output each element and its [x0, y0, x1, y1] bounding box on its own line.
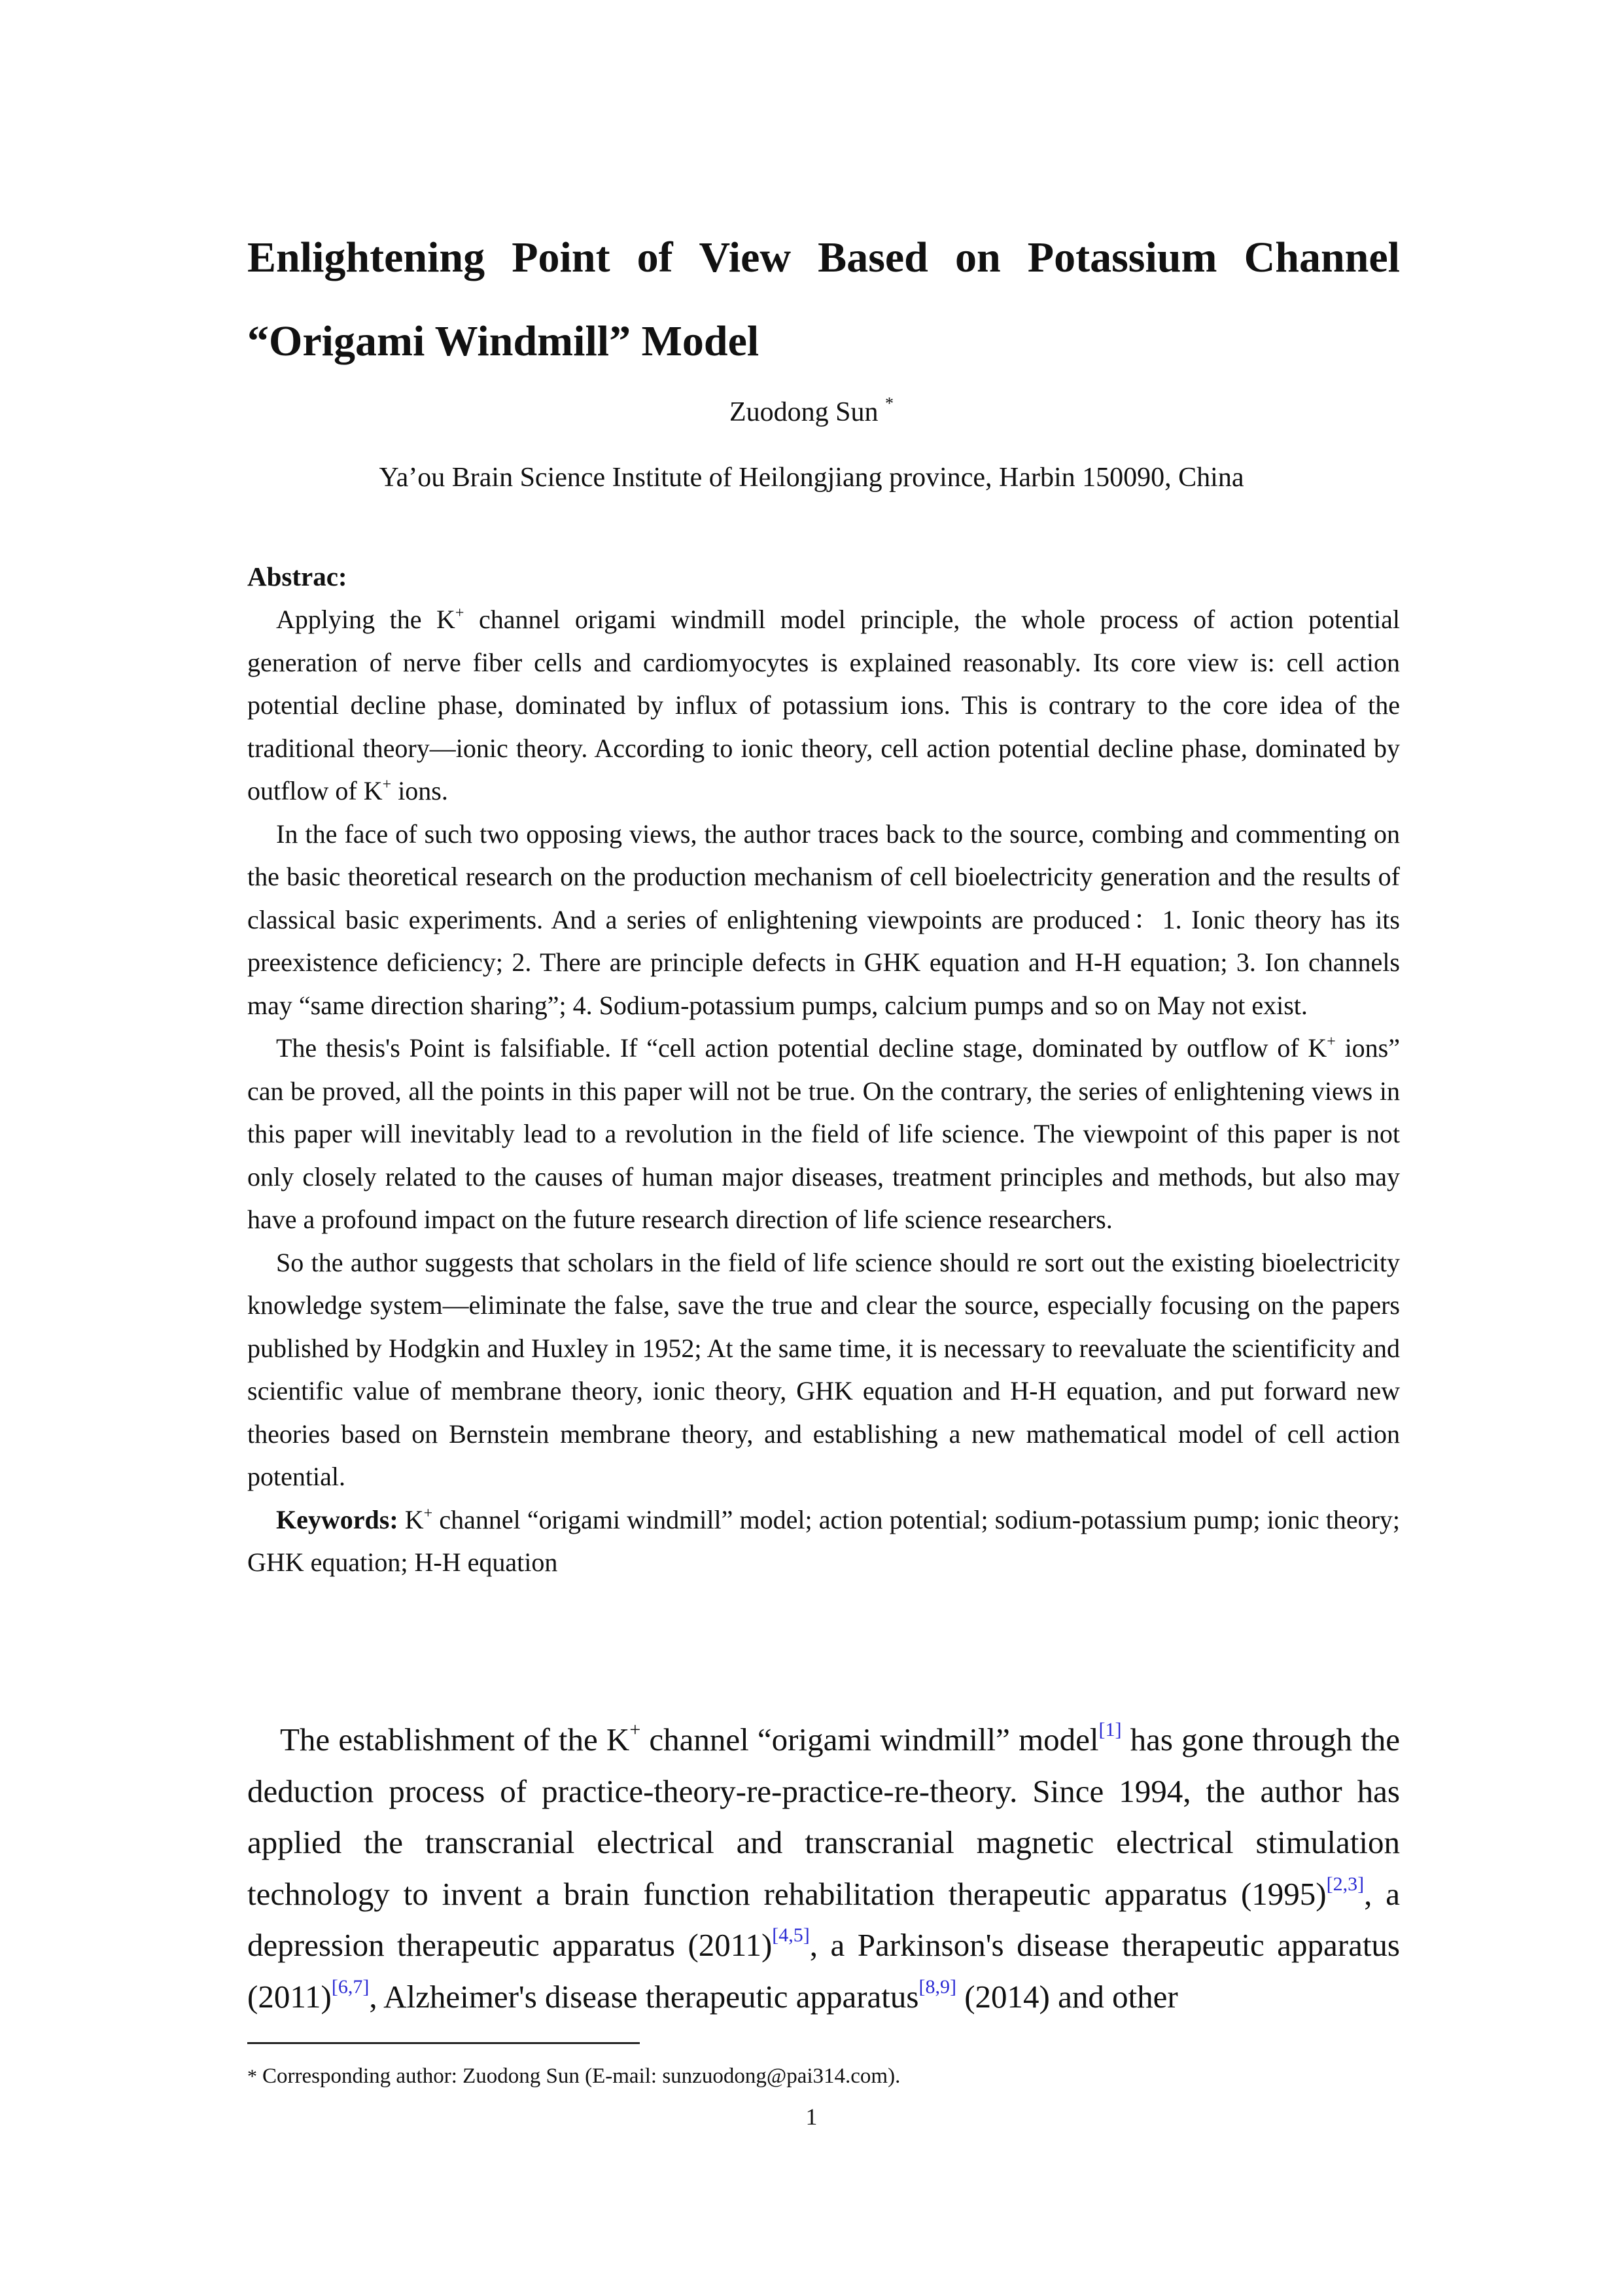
abstract-paragraph-3: [247, 1027, 1400, 1241]
title-line-1: Enlightening Point of View Based on Potassium Channel: [247, 234, 1400, 281]
body-text-1: The establishment of the K: [280, 1722, 630, 1757]
footnote-text: Corresponding author: Zuodong Sun (E-mail: sunzuodong@pai314.com).: [262, 2064, 901, 2088]
superscript-plus: +: [629, 1719, 641, 1740]
title-line-2: “Origami Windmill” Model: [247, 317, 759, 365]
author-name: Zuodong Sun: [729, 397, 879, 427]
keywords: [247, 1498, 1400, 1584]
abstract-p1-text-b: channel origami windmill model principle, the whole process of action potential generation of nerve fiber cells and cardiomyocytes is explained reasonably. Its core view is: cell action potential decline phase, dominated by influx of potassium ions. This is contrary to the core idea of the traditional theory—ionic theory. According to ionic theory, cell action potential decline phase, dominated by outflow of K: [247, 605, 1400, 805]
superscript-plus: +: [382, 776, 392, 793]
keywords-label: Keywords:: [276, 1504, 398, 1534]
body-text-2: channel “origami windmill” model: [640, 1722, 1099, 1757]
body-text-5: , a Parkinson's disease therapeutic apparatus (2011): [247, 1927, 1401, 2015]
abstract-heading: Abstrac:: [247, 561, 347, 592]
author-line: [0, 393, 1623, 432]
citation-link[interactable]: [6,7]: [331, 1975, 370, 1998]
abstract-section: [247, 555, 1400, 1584]
abstract-paragraph-4: So the author suggests that scholars in the field of life science should re sort out the existing bioelectricity knowledge system—eliminate the false, save the true and clear the source, especially focusing on the papers published by Hodgkin and Huxley in 1952; At the same time, it is necessary to reevaluate the scientificity and scientific value of membrane theory, ionic theory, GHK equation and H-H equation, and put forward new theories based on Bernstein membrane theory, and establishing a new mathematical model of cell action potential.: [247, 1247, 1400, 1491]
citation-link[interactable]: [8,9]: [918, 1975, 956, 1998]
footnote-divider: [247, 2042, 640, 2044]
superscript-plus: +: [1327, 1033, 1336, 1050]
body-text-7: (2014) and other: [956, 1978, 1178, 2015]
corresponding-author-mark: *: [885, 394, 894, 413]
affiliation: Ya’ou Brain Science Institute of Heilongjiang province, Harbin 150090, China: [379, 463, 1244, 493]
page-number: 1: [805, 2104, 818, 2130]
abstract-p1-text-a: Applying the K: [276, 605, 455, 634]
superscript-plus: +: [455, 605, 464, 622]
paper-title: [247, 216, 1400, 383]
citation-link[interactable]: [1]: [1098, 1719, 1122, 1740]
abstract-p3-text-a: The thesis's Point is falsifiable. If “cell action potential decline stage, dominated by outflow of K: [276, 1033, 1327, 1063]
abstract-p1-text-c: ions.: [391, 776, 448, 805]
citation-link[interactable]: [4,5]: [772, 1924, 810, 1946]
footnote: [247, 2061, 1400, 2092]
citation-link[interactable]: [2,3]: [1326, 1873, 1365, 1895]
footnote-mark: *: [247, 2066, 257, 2087]
body-paragraph-1: [247, 1714, 1400, 2022]
body-text-4: , a depression therapeutic apparatus (2011): [247, 1875, 1400, 1963]
abstract-paragraph-1: [247, 598, 1400, 813]
abstract-p3-text-b: ions” can be proved, all the points in this paper will not be true. On the contrary, the series of enlightening views in this paper will inevitably lead to a revolution in the field of life science. The viewpoint of this paper is not only closely related to the causes of human major diseases, treatment principles and methods, but also may have a profound impact on the future research direction of life science researchers.: [247, 1033, 1401, 1234]
body-text-3: has gone through the deduction process of practice-theory-re-practice-re-theory. Since 1994, the author has applied the transcranial electrical and transcranial magnetic electrical stimulation technology to invent a brain function rehabilitation therapeutic apparatus (1995): [247, 1722, 1400, 1912]
body-text-6: , Alzheimer's disease therapeutic apparatus: [369, 1978, 919, 2015]
keywords-text-b: channel “origami windmill” model; action potential; sodium-potassium pump; ionic theory; GHK equation; H-H equation: [247, 1504, 1401, 1577]
superscript-plus: +: [423, 1504, 433, 1522]
abstract-paragraph-2: In the face of such two opposing views, the author traces back to the source, combing and commenting on the basic theoretical research on the production mechanism of cell bioelectricity generation and the results of classical basic experiments. And a series of enlightening viewpoints are produced：1. Ionic theory has its preexistence deficiency; 2. There are principle defects in GHK equation and H-H equation; 3. Ion channels may “same direction sharing”; 4. Sodium-potassium pumps, calcium pumps and so on May not exist.: [247, 819, 1400, 1020]
keywords-text-a: K: [398, 1504, 424, 1534]
